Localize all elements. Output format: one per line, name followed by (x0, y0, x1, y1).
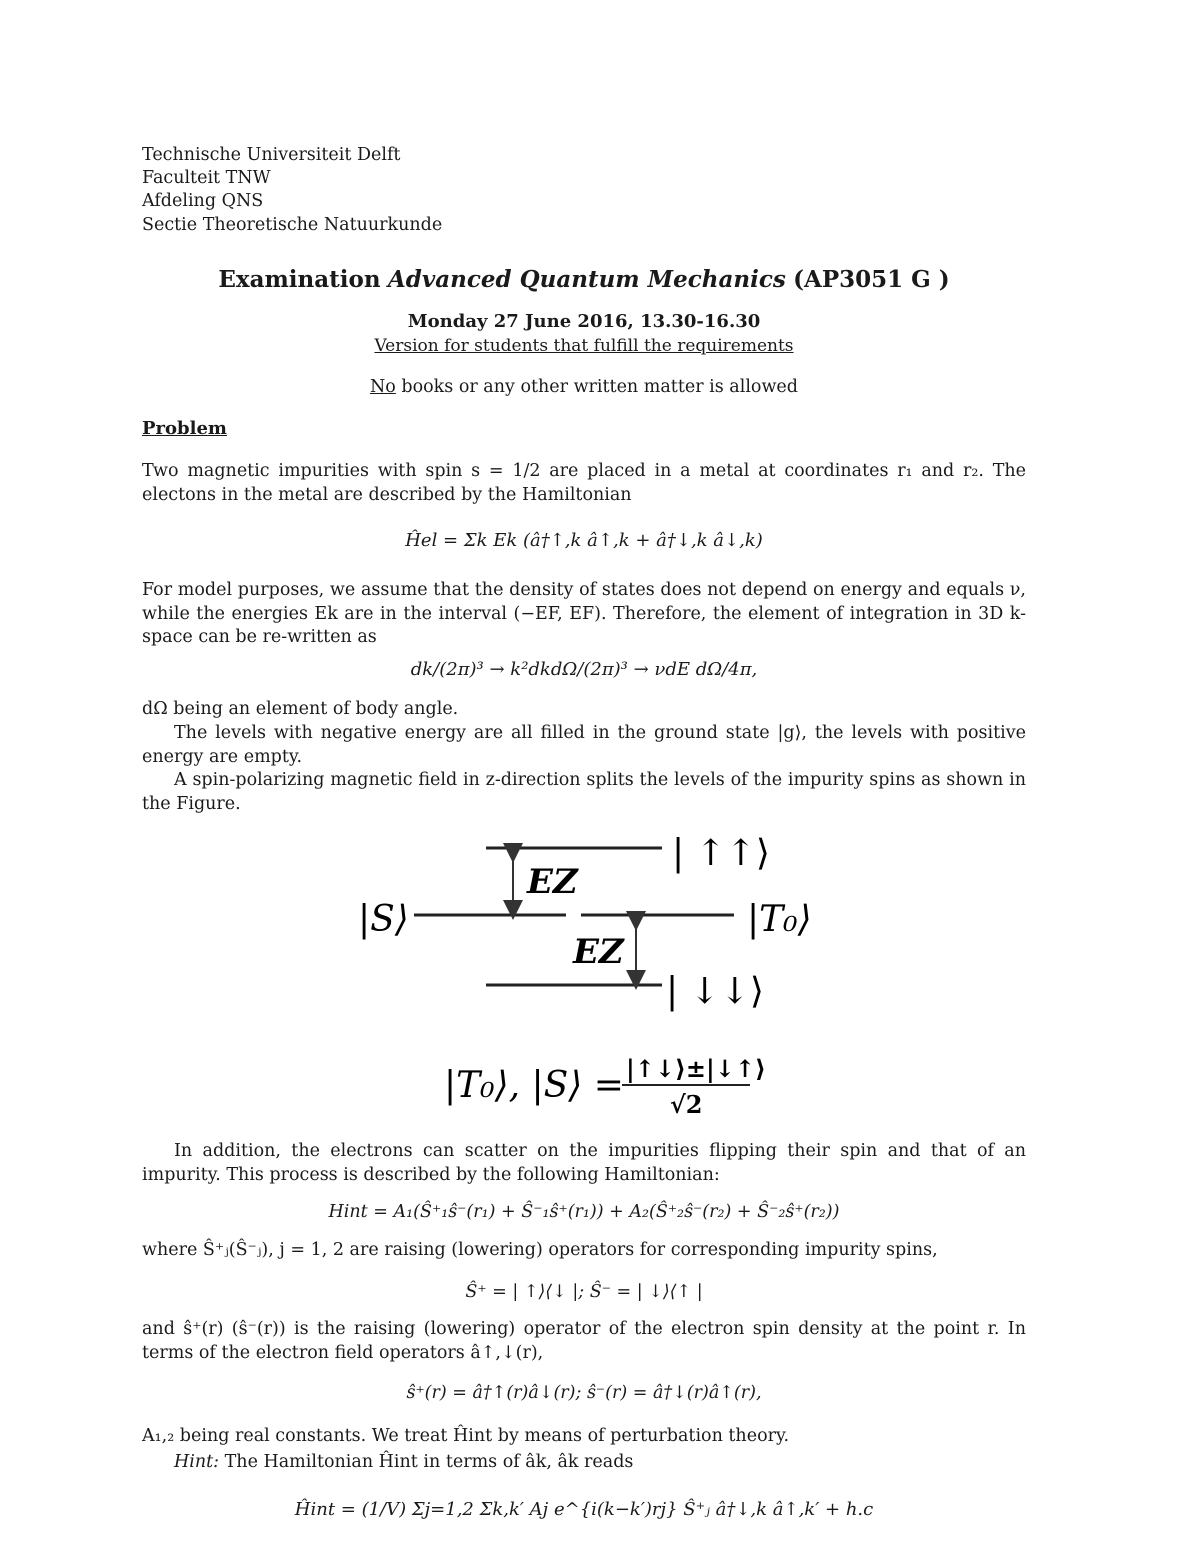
paragraph-hint (142, 1451, 1026, 1475)
exam-title (142, 266, 1026, 294)
label-S: |S⟩ (358, 899, 409, 940)
caption-lhs: |T₀⟩, |S⟩ = (444, 1065, 624, 1106)
paragraph-constants: A₁,₂ being real constants. We treat Ĥint by means of perturbation theory. (142, 1426, 790, 1446)
label-ez-lower: EZ (573, 932, 624, 972)
paragraph-raising: where Ŝ⁺ⱼ(Ŝ⁻ⱼ), j = 1, 2 are raising (lowering) operators for corresponding impurity spins, (142, 1240, 938, 1260)
problem-heading: Problem (142, 418, 227, 439)
hint-text: The Hamiltonian Ĥint in terms of âk, âk reads (219, 1452, 634, 1472)
equation-hint: Hint = A₁(Ŝ⁺₁ŝ⁻(r₁) + Ŝ⁻₁ŝ⁺(r₁)) + A₂(Ŝ⁺₂ŝ⁻(r₂) + Ŝ⁻₂ŝ⁺(r₂)) (328, 1202, 840, 1222)
version-note (142, 335, 1026, 357)
equation-field-ops: ŝ⁺(r) = â†↑(r)â↓(r); ŝ⁻(r) = â†↓(r)â↑(r), (406, 1383, 762, 1403)
energy-level-figure (340, 835, 820, 1125)
paragraph-spin-density: and ŝ⁺(r) (ŝ⁻(r)) is the raising (lowering) operator of the electron spin density at the point r. In terms of the electron field operators â↑,↓(r), (142, 1319, 1026, 1363)
paragraph-ground-state: The levels with negative energy are all filled in the ground state |g⟩, the levels with positive energy are empty. (142, 723, 1026, 767)
caption-numerator: |↑↓⟩±|↓↑⟩ (626, 1054, 766, 1083)
rules-no: No (369, 377, 396, 397)
label-ez-upper: EZ (527, 862, 578, 902)
rules-note (142, 376, 1026, 398)
version-text: Version for students that fulfill the requirements (374, 336, 794, 356)
department-line: Afdeling QNS (142, 191, 264, 211)
paragraph-scattering: In addition, the electrons can scatter on the impurities flipping their spin and that of an impurity. This process is described by the following Hamiltonian: (142, 1141, 1026, 1185)
faculty-line: Faculteit TNW (142, 168, 271, 188)
title-code: (AP3051 G ) (793, 266, 950, 293)
exam-date: Monday 27 June 2016, 13.30-16.30 (407, 311, 761, 332)
equation-hint-hamiltonian: Ĥint = (1/V) Σj=1,2 Σk,k′ Aj e^{i(k−k′)rj} Ŝ⁺ⱼ â†↓,k â↑,k′ + h.c (294, 1499, 874, 1520)
label-downdown: | ↓↓⟩ (666, 971, 764, 1012)
paragraph-intro: Two magnetic impurities with spin s = 1/2 are placed in a metal at coordinates r₁ and r₂. The electons in the metal are described by the Hamiltonian (142, 461, 1026, 505)
paragraph-body-angle: dΩ being an element of body angle. (142, 699, 459, 719)
equation-hamiltonian-el: Ĥel = Σk Ek (â†↑,k â↑,k + â†↓,k â↓,k) (405, 530, 763, 551)
label-upup: | ↑↑⟩ (672, 835, 770, 874)
equation-spin-ops: Ŝ⁺ = | ↑⟩⟨↓ |; Ŝ⁻ = | ↓⟩⟨↑ | (465, 1282, 703, 1302)
label-T0: |T₀⟩ (747, 899, 812, 940)
title-prefix: Examination (218, 266, 381, 293)
hint-label: Hint: (174, 1452, 220, 1472)
rules-rest: books or any other written matter is allowed (395, 377, 798, 397)
paragraph-field: A spin-polarizing magnetic field in z-direction splits the levels of the impurity spins as shown in the Figure. (142, 770, 1026, 814)
university-line: Technische Universiteit Delft (142, 145, 401, 165)
equation-integration: dk/(2π)³ → k²dkdΩ/(2π)³ → νdE dΩ/4π, (410, 659, 758, 680)
section-line: Sectie Theoretische Natuurkunde (142, 215, 443, 235)
title-course: Advanced Quantum Mechanics (387, 266, 786, 293)
paragraph-density: For model purposes, we assume that the density of states does not depend on energy and equals ν, while the energies Ek are in the interval (−EF, EF). Therefore, the element of integration in 3D k-space can be re-written as (142, 580, 1026, 647)
caption-denominator: √2 (670, 1090, 703, 1119)
